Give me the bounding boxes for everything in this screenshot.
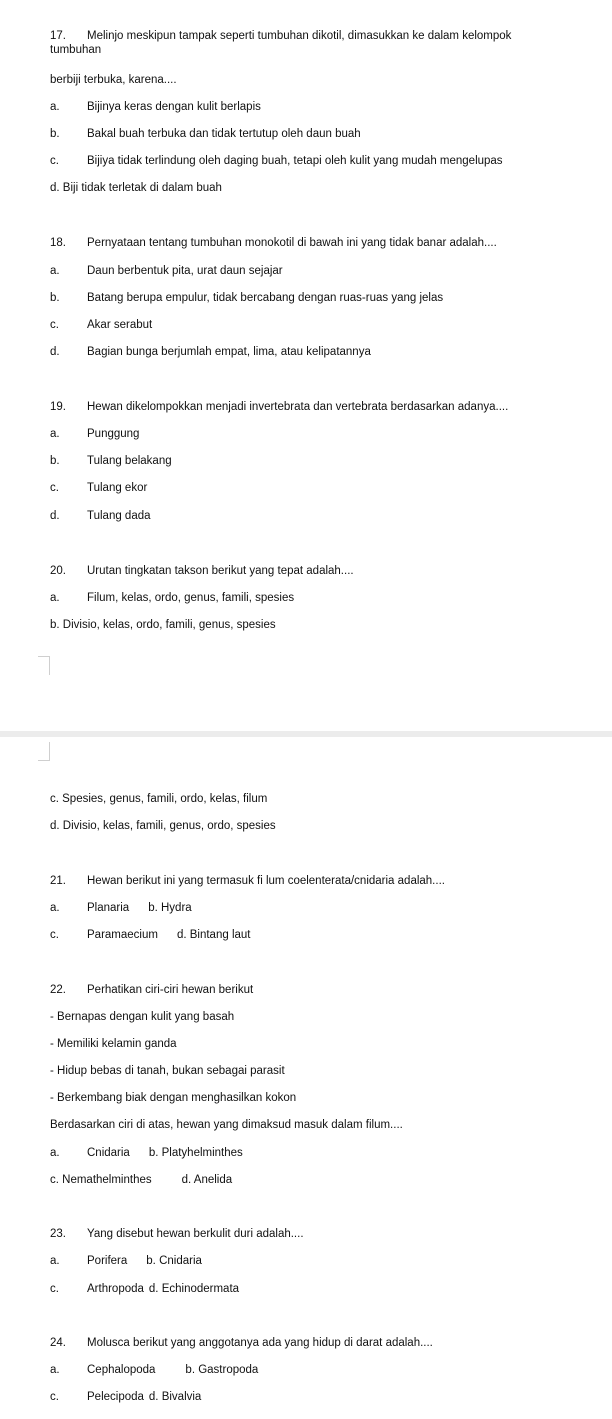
q19-option-a: a. Punggung (50, 428, 140, 440)
q21-question: 21. Hewan berikut ini yang termasuk fi lum coelenterata/cnidaria adalah.... (50, 875, 445, 887)
q19-option-d: d. Tulang dada (50, 510, 151, 522)
q22-trait-2: - Memiliki kelamin ganda (50, 1038, 177, 1050)
q24-options-ab: a. Cephalopoda b. Gastropoda (50, 1364, 259, 1376)
q22-trait-1: - Bernapas dengan kulit yang basah (50, 1011, 235, 1023)
q19-option-b: b. Tulang belakang (50, 455, 172, 467)
q18-option-c: c. Akar serabut (50, 319, 153, 331)
q22-trait-3: - Hidup bebas di tanah, bukan sebagai parasit (50, 1065, 285, 1077)
q24-number: 24. (50, 1337, 66, 1349)
q23-options-ab: a. Porifera b. Cnidaria (50, 1255, 202, 1267)
q22-prompt: Berdasarkan ciri di atas, hewan yang dimaksud masuk dalam filum.... (50, 1119, 403, 1131)
q17-question (50, 29, 511, 43)
q22-options-ab: a. Cnidaria b. Platyhelminthes (50, 1147, 243, 1159)
q22-options-cd: c. Nemathelminthes d. Anelida (50, 1174, 233, 1186)
page-crop-mark-bottom (38, 742, 50, 761)
q20-option-b: b. Divisio, kelas, ordo, famili, genus, spesies (50, 619, 276, 631)
q21-options-cd: c. Paramaecium d. Bintang laut (50, 929, 251, 941)
q21-number: 21. (50, 875, 66, 887)
q17-text-line3: berbiji terbuka, karena.... (50, 74, 177, 86)
q18-number: 18. (50, 237, 66, 249)
page-divider (0, 731, 612, 737)
q17-option-b: b. Bakal buah terbuka dan tidak tertutup oleh daun buah (50, 128, 361, 140)
q18-option-d: d. Bagian bunga berjumlah empat, lima, atau kelipatannya (50, 346, 371, 358)
q18-option-a: a. Daun berbentuk pita, urat daun sejajar (50, 265, 283, 277)
q23-options-cd: c. Arthropoda d. Echinodermata (50, 1283, 240, 1295)
q22-trait-4: - Berkembang biak dengan menghasilkan kokon (50, 1092, 297, 1104)
q23-number: 23. (50, 1228, 66, 1240)
q22-number: 22. (50, 984, 66, 996)
q17-number: 17. (50, 30, 66, 42)
q20-option-c: c. Spesies, genus, famili, ordo, kelas, filum (50, 793, 268, 805)
q17-text-line1: Melinjo meskipun tampak seperti tumbuhan dikotil, dimasukkan ke dalam kelompok (87, 30, 512, 42)
q19-option-c: c. Tulang ekor (50, 482, 148, 494)
q19-question: 19. Hewan dikelompokkan menjadi invertebrata dan vertebrata berdasarkan adanya.... (50, 401, 509, 413)
q23-question: 23. Yang disebut hewan berkulit duri adalah.... (50, 1228, 304, 1240)
q24-question: 24. Molusca berikut yang anggotanya ada yang hidup di darat adalah.... (50, 1337, 433, 1349)
q19-number: 19. (50, 401, 66, 413)
q20-number: 20. (50, 565, 66, 577)
q17-option-a: a. Bijinya keras dengan kulit berlapis (50, 101, 261, 113)
q18-option-b: b. Batang berupa empulur, tidak bercabang dengan ruas-ruas yang jelas (50, 292, 444, 304)
q18-question: 18. Pernyataan tentang tumbuhan monokotil di bawah ini yang tidak banar adalah.... (50, 237, 497, 249)
q20-option-d: d. Divisio, kelas, famili, genus, ordo, spesies (50, 820, 276, 832)
q24-options-cd: c. Pelecipoda d. Bivalvia (50, 1391, 202, 1403)
q20-option-a: a. Filum, kelas, ordo, genus, famili, spesies (50, 592, 295, 604)
q17-text-line2: tumbuhan (50, 44, 102, 56)
q20-question: 20. Urutan tingkatan takson berikut yang tepat adalah.... (50, 565, 354, 577)
q22-question: 22. Perhatikan ciri-ciri hewan berikut (50, 984, 254, 996)
q17-option-d: d. Biji tidak terletak di dalam buah (50, 182, 222, 194)
q17-option-c: c. Bijiya tidak terlindung oleh daging buah, tetapi oleh kulit yang mudah mengelupas (50, 155, 503, 167)
page-crop-mark-top (38, 656, 50, 675)
q21-options-ab: a. Planaria b. Hydra (50, 902, 192, 914)
